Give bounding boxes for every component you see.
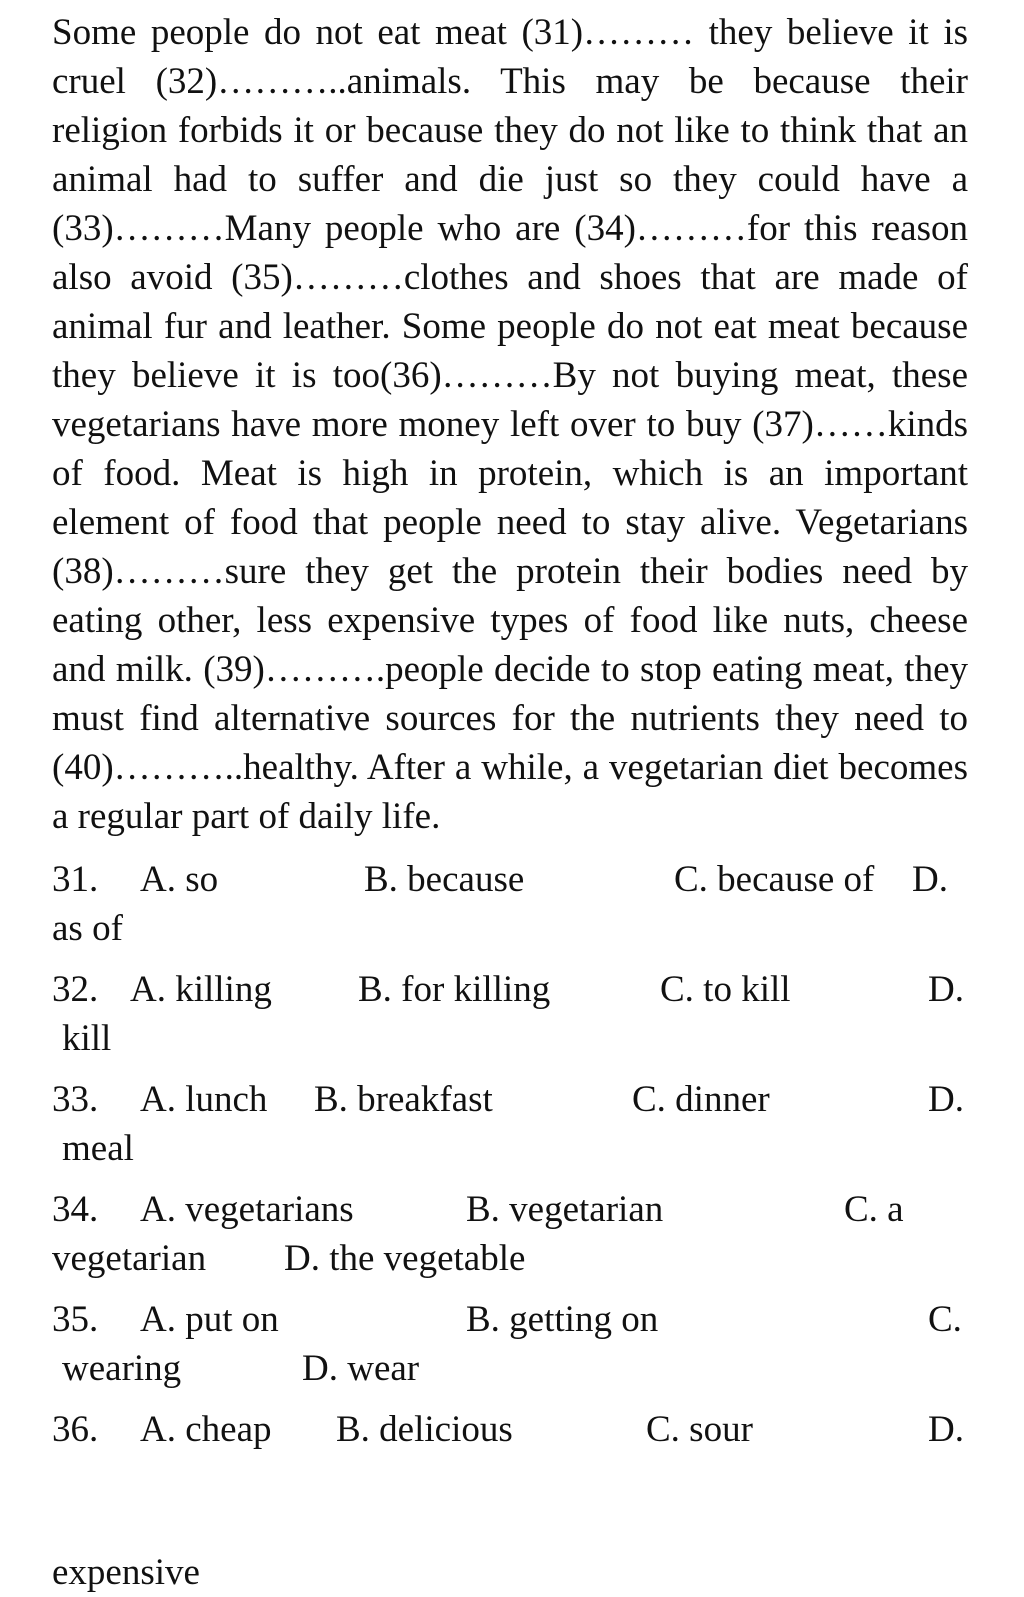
option-d: D. xyxy=(928,1079,964,1120)
option-d: D. xyxy=(912,859,948,900)
option-c-text: vegetarian xyxy=(52,1238,207,1279)
question-32-continuation xyxy=(52,1014,968,1063)
option-a: A. lunch xyxy=(140,1079,268,1120)
option-d-text: kill xyxy=(62,1018,112,1059)
question-31-continuation xyxy=(52,904,968,953)
option-d-text: meal xyxy=(62,1128,134,1169)
question-33 xyxy=(52,1075,968,1185)
question-34-continuation xyxy=(52,1234,968,1283)
question-31-options xyxy=(52,855,968,904)
option-c: C. because of xyxy=(674,859,875,900)
question-number: 35. xyxy=(52,1299,99,1340)
question-number: 31. xyxy=(52,859,99,900)
option-a: A. vegetarians xyxy=(140,1189,354,1230)
question-34 xyxy=(52,1185,968,1295)
option-b: B. vegetarian xyxy=(466,1189,664,1230)
option-b: B. getting on xyxy=(466,1299,659,1340)
question-32-options xyxy=(52,965,968,1014)
option-c-text: wearing xyxy=(62,1348,182,1389)
question-35-options xyxy=(52,1295,968,1344)
option-a: A. killing xyxy=(130,969,272,1010)
question-34-options xyxy=(52,1185,968,1234)
option-d: D. xyxy=(928,969,964,1010)
option-a: A. put on xyxy=(140,1299,279,1340)
question-number: 32. xyxy=(52,969,99,1010)
question-number: 33. xyxy=(52,1079,99,1120)
option-a: A. so xyxy=(140,859,219,900)
option-b: B. delicious xyxy=(336,1409,513,1450)
question-number: 34. xyxy=(52,1189,99,1230)
option-b: B. breakfast xyxy=(314,1079,493,1120)
reading-passage xyxy=(52,8,968,841)
option-d: D. wear xyxy=(302,1348,420,1389)
option-c: C. a xyxy=(844,1189,904,1230)
option-c: C. to kill xyxy=(660,969,791,1010)
option-c: C. dinner xyxy=(632,1079,770,1120)
option-b: B. because xyxy=(364,859,525,900)
question-35 xyxy=(52,1295,968,1405)
option-c: C. sour xyxy=(646,1409,753,1450)
option-d-text: as of xyxy=(52,908,123,949)
worksheet-page xyxy=(52,8,968,1515)
question-list xyxy=(52,855,968,1515)
cut-off-option-text: expensive xyxy=(52,1552,200,1593)
question-number: 36. xyxy=(52,1409,99,1450)
question-31 xyxy=(52,855,968,965)
question-36-options xyxy=(52,1405,968,1454)
question-33-continuation xyxy=(52,1124,968,1173)
question-35-continuation xyxy=(52,1344,968,1393)
option-d: D. the vegetable xyxy=(284,1238,526,1279)
option-c: C. xyxy=(928,1299,962,1340)
question-36 xyxy=(52,1405,968,1515)
option-d: D. xyxy=(928,1409,964,1450)
question-32 xyxy=(52,965,968,1075)
option-a: A. cheap xyxy=(140,1409,272,1450)
passage-text: Some people do not eat meat (31)……… they believe it is cruel (32)………..animals. This may be because their religion forbids it or because they do not like to think that an animal had to suffer and die just so they could have a (33)………Many people who are (34)………for this reason also avoid (35)………clothes and shoes that are made of animal fur and leather. Some people do not eat meat because they believe it is too(36)………By not buying meat, these vegetarians have more money left over to buy (37)……kinds of food. Meat is high in protein, which is an important element of food that people need to stay alive. Vegetarians (38)………sure they get the protein their bodies need by eating other, less expensive types of food like nuts, cheese and milk. (39)……….people decide to stop eating meat, they must find alternative sources for the nutrients they need to (40)………..healthy. After a while, a vegetarian diet becomes a regular part of daily life. xyxy=(52,12,968,837)
option-b: B. for killing xyxy=(358,969,551,1010)
question-33-options xyxy=(52,1075,968,1124)
